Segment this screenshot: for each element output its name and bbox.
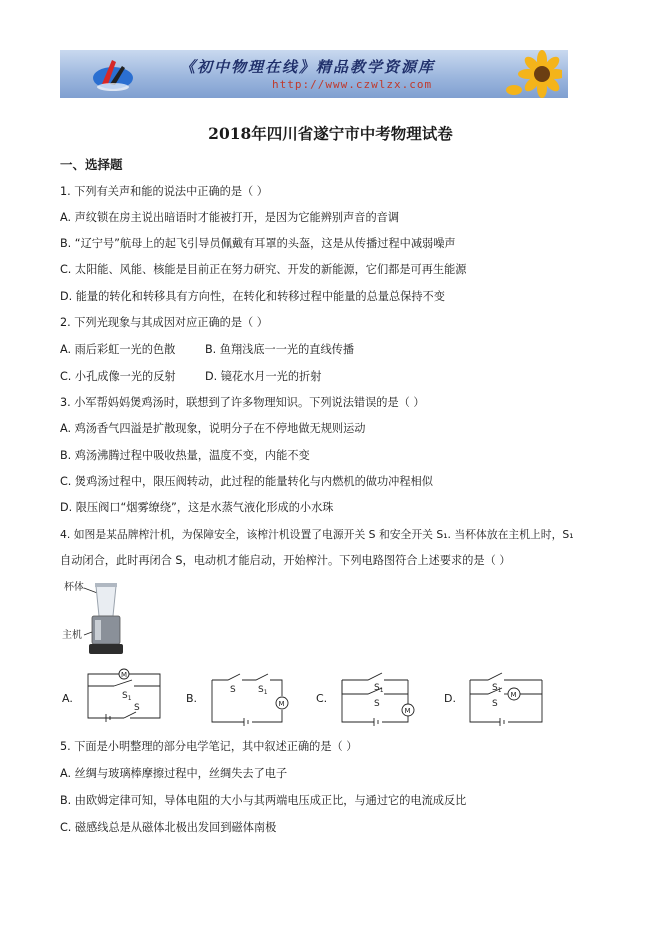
switch-s1-label-d: $S_1$ <box>492 683 502 694</box>
circuit-option-d-label: D. <box>444 692 456 705</box>
juicer-cup-label: 杯体 <box>64 582 84 593</box>
switch-s1-label-b: $S_1$ <box>258 685 268 696</box>
banner-title: 《初中物理在线》精品教学资源库 <box>180 58 436 76</box>
switch-s-label-c: S <box>374 699 380 709</box>
question-3-stem: 3. 小军帮妈妈煲鸡汤时，联想到了许多物理知识。下列说法错误的是（ ） <box>60 396 425 409</box>
circuit-diagram-d <box>466 668 550 728</box>
question-5-stem: 5. 下面是小明整理的部分电学笔记，其中叙述正确的是（ ） <box>60 740 358 753</box>
motor-symbol-d: M <box>510 691 517 699</box>
question-1-option-a: A. 声纹锁在房主说出暗语时才能被打开，是因为它能辨别声音的音调 <box>60 211 400 224</box>
juicer-base-label: 主机 <box>62 630 82 641</box>
question-1-stem: 1. 下列有关声和能的说法中正确的是（ ） <box>60 185 268 198</box>
question-1-option-d: D. 能量的转化和转移具有方向性，在转化和转移过程中能量的总量总保持不变 <box>60 290 445 303</box>
circuit-option-a-label: A. <box>62 692 73 705</box>
question-3-option-a: A. 鸡汤香气四溢是扩散现象，说明分子在不停地做无规则运动 <box>60 422 366 435</box>
circuit-option-c-label: C. <box>316 692 328 705</box>
circuit-diagram-a <box>84 668 164 728</box>
question-5-option-a: A. 丝绸与玻璃棒摩擦过程中，丝绸失去了电子 <box>60 767 288 780</box>
question-3-option-c: C. 煲鸡汤过程中，限压阀转动，此过程的能量转化与内燃机的做功冲程相似 <box>60 475 433 488</box>
question-2-option-a: A. 雨后彩虹一光的色散 <box>60 343 176 356</box>
circuit-diagram-c <box>338 668 424 728</box>
question-2-option-d: D. 镜花水月一光的折射 <box>205 370 322 383</box>
switch-s-label-b: S <box>230 685 236 695</box>
motor-symbol-a: M <box>121 671 128 679</box>
circuit-diagram-b <box>208 668 294 728</box>
juicer-figure <box>62 580 142 662</box>
question-3-option-b: B. 鸡汤沸腾过程中吸收热量，温度不变，内能不变 <box>60 449 310 462</box>
question-2-option-c: C. 小孔成像一光的反射 <box>60 370 176 383</box>
question-2-stem: 2. 下列光现象与其成因对应正确的是（ ） <box>60 316 268 329</box>
motor-symbol-b: M <box>278 700 285 708</box>
sunflower-icon <box>502 50 562 98</box>
question-3-option-d: D. 限压阀口“烟雾缭绕”，这是水蒸气液化形成的小水珠 <box>60 501 334 514</box>
switch-s1-label-c: $S_1$ <box>374 683 384 694</box>
question-1-option-b: B. “辽宁号”航母上的起飞引导员佩戴有耳罩的头盔，这是从传播过程中减弱噪声 <box>60 237 456 250</box>
switch-s-label-d: S <box>492 699 498 709</box>
question-2-option-b: B. 鱼翔浅底一一光的直线传播 <box>205 343 355 356</box>
switch-s-label-a: S <box>134 703 140 713</box>
switch-s1-label-a: $S_1$ <box>122 691 132 702</box>
question-4-stem-line-1: 4. 如图是某品牌榨汁机，为保障安全，该榨汁机设置了电源开关 S 和安全开关 S₁. 当杯体放在主机上时，S₁ <box>60 528 574 541</box>
logo-icon <box>88 54 138 94</box>
question-5-option-c: C. 磁感线总是从磁体北极出发回到磁体南极 <box>60 821 277 834</box>
header-banner <box>60 50 568 98</box>
question-1-option-c: C. 太阳能、风能、核能是目前正在努力研究、开发的新能源，它们都是可再生能源 <box>60 263 467 276</box>
circuit-option-b-label: B. <box>186 692 198 705</box>
banner-url: http://www.czwlzx.com <box>272 78 433 91</box>
question-4-stem-line-2: 自动闭合，此时再闭合 S，电动机才能启动，开始榨汁。下列电路图符合上述要求的是（ ） <box>60 554 511 567</box>
section-heading: 一、选择题 <box>60 157 123 172</box>
question-5-option-b: B. 由欧姆定律可知，导体电阻的大小与其两端电压成正比，与通过它的电流成反比 <box>60 794 467 807</box>
page-title: 2018年四川省遂宁市中考物理试卷 <box>208 124 453 143</box>
motor-symbol-c: M <box>404 707 411 715</box>
